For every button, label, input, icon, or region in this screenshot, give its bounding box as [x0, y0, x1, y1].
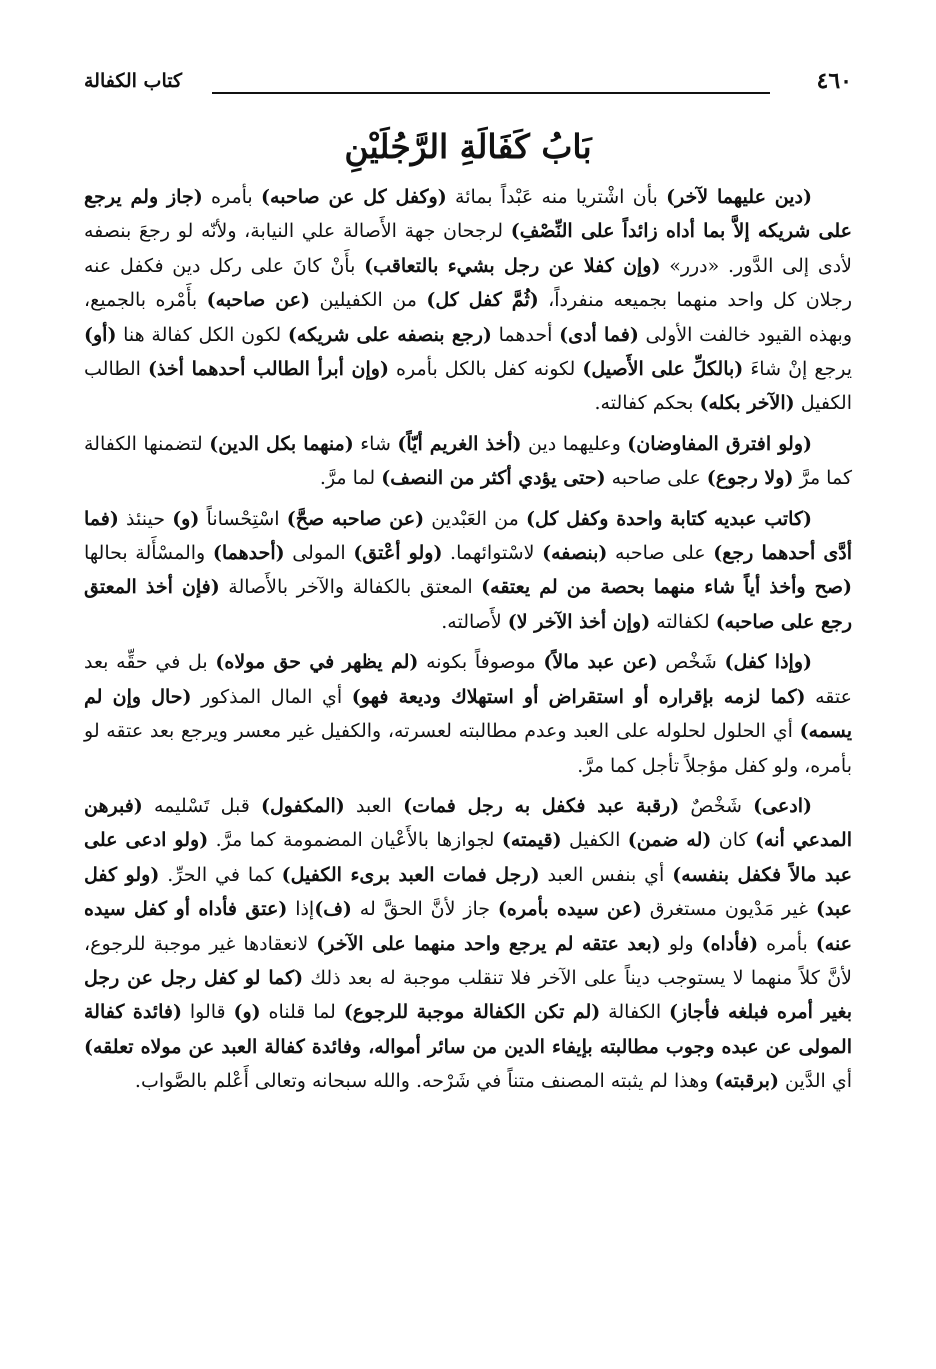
sharh-text: حينئذ — [118, 507, 173, 530]
matn-text: (و) — [233, 1001, 261, 1024]
matn-text: (فما أدَّى أحدهما رجع) — [84, 507, 853, 565]
matn-text: (ثُمَّ كفل كل) — [426, 289, 539, 312]
matn-text: (و) — [172, 507, 200, 530]
sharh-text: قبل تَسْليمه — [142, 794, 261, 817]
page-number: ٤٦٠ — [816, 68, 852, 94]
sharh-text: لجوازها بالأَعْيان المضمومة كما مرَّ. — [208, 829, 502, 852]
matn-text: (رجل فمات العبد برىء الكفيل) — [281, 863, 540, 886]
matn-text: (وكفل كل عن صاحبه) — [261, 186, 447, 208]
sharh-text: موصوفاً بكونه — [418, 651, 544, 674]
matn-text: (حال وإن لم يسمه) — [84, 685, 852, 743]
sharh-text: لاسْتوائهما. — [442, 542, 543, 565]
sharh-text: الكفالة — [600, 1001, 670, 1024]
matn-text: (عن صاحبه) — [206, 289, 311, 312]
matn-text: (كاتب عبديه كتابة واحدة وكفل كل) — [526, 507, 813, 530]
matn-text: (ولو افترق المفاوضان) — [627, 432, 812, 455]
sharh-text: غير مَدْيون مستغرق — [641, 898, 816, 921]
matn-text: (صح وأخذ أياً شاء منهما بحصة من لم يعتقه) — [481, 576, 853, 599]
paragraph — [84, 427, 852, 496]
running-header — [84, 66, 852, 100]
matn-text: (المكفول) — [261, 794, 345, 817]
matn-text: (وإن أبرأ الطالب أحدهما أخذ) — [147, 358, 389, 381]
sharh-text: على صاحبه — [607, 542, 714, 565]
sharh-text: من الكفيلين — [310, 289, 427, 312]
sharh-text: من العَبْدين — [424, 507, 527, 530]
sharh-text: كان — [711, 829, 756, 852]
matn-text: (أحدهما) — [212, 542, 285, 565]
matn-text: (ولو ادعى على عبد مالاً فكفل بنفسه) — [84, 829, 852, 886]
matn-text: (أو) — [84, 323, 117, 346]
matn-text: (ولو كفل عبد) — [84, 863, 852, 921]
sharh-text: قالوا — [181, 1001, 234, 1024]
sharh-text: المعتق بالكفالة والآخر بالأَصالة — [219, 576, 482, 599]
matn-text: (الآخر بكله) — [699, 392, 795, 415]
sharh-text: كما في الحرِّ. — [159, 863, 282, 886]
matn-text: (ولا رجوع) — [706, 467, 794, 490]
matn-text: (منهما بكل الدين) — [209, 432, 354, 455]
sharh-text: لما قلناه — [260, 1001, 344, 1024]
sharh-text: لانعقادها غير موجبة للرجوع، لأنَّ كلاً منهما لا يستوجب ديناً على الآخر فلا تنقلب موجبة له بعد ذلك — [84, 932, 852, 989]
sharh-text: بأن اشْتريا منه عَبْداً بمائة — [446, 186, 667, 208]
sharh-text: العبد — [344, 794, 404, 817]
paragraph — [84, 502, 852, 640]
matn-text: (لم تكن الكفالة موجبة للرجوع) — [343, 1001, 601, 1024]
sharh-text: الطالب الكفيل — [84, 358, 852, 415]
sharh-text: وعليهما دين — [521, 432, 628, 455]
matn-text: (ولو أعْتق) — [353, 542, 443, 565]
matn-text: (ادعى) — [753, 794, 812, 817]
matn-text: (حتى يؤدي أكثر من النصف) — [381, 467, 606, 490]
matn-text: (كما لزمه بإقراره أو استقراض أو استهلاك وديعة فهو) — [351, 685, 806, 708]
sharh-text: بأمره — [202, 186, 262, 208]
matn-text: (رقبة عبد فكفل به رجل فمات) — [403, 794, 680, 817]
sharh-text: بأمره — [758, 932, 816, 955]
sharh-text: أي المال المذكور — [191, 685, 352, 708]
sharh-text: أي الحلول لحلوله على العبد وعدم مطالبته لعسرته، والكفيل غير معسر ويرجع بعد عتقه لو بأمره، ولو كفل مؤجلاً تأجل كما مرَّ. — [84, 720, 852, 777]
sharh-text: لتضمنها الكفالة كما مرَّ — [84, 432, 852, 490]
sharh-text: لرجحان جهة الأَصالة علي النيابة، ولأنّه لو رجعَ بنصفه لأدى إلى الدَّور. «درر» — [84, 220, 852, 277]
sharh-text: بحكم كفالته. — [594, 392, 700, 415]
matn-text: (بالكلِّ على الأَصيل) — [582, 358, 744, 381]
sharh-text: أي بنفس العبد — [539, 863, 673, 886]
matn-text: (وإن كفلا عن رجل بشيء بالتعاقب) — [364, 254, 661, 277]
sharh-text: على صاحبه — [605, 467, 707, 490]
sharh-text: أحدهما — [491, 323, 560, 346]
matn-text: (فإن أخذ المعتق رجع على صاحبه) — [84, 576, 852, 633]
matn-text: (عن صاحبه صحَّ) — [286, 507, 425, 530]
sharh-text: وهذا لم يثبته المصنف متناً في شَرْحه. والله سبحانه وتعالى أَعْلم بالصَّواب. — [134, 1070, 715, 1093]
paragraph — [84, 789, 852, 1099]
sharh-text: إذا — [287, 898, 315, 921]
matn-text: (جاز ولم يرجع على شريكه إلاَّ بما أداه زائداً على النِّصْفِ) — [84, 186, 852, 243]
sharh-text: لكفالته — [650, 610, 716, 633]
matn-text: (كما لو كفل رجل عن رجل بغير أمره فبلغه فأجاز) — [84, 966, 852, 1024]
matn-text: (دين عليهما لآخر) — [666, 186, 812, 208]
matn-text: (وإن أخذ الآخر لا) — [507, 610, 651, 633]
sharh-text: بل في حقِّه بعد عتقه — [84, 651, 852, 708]
sharh-text: شَخْص — [657, 651, 725, 674]
matn-text: (فائدة كفالة المولى عن عبده وجوب مطالبته بإيفاء الدين من سائر أمواله، وفائدة كفالة العبد عن مولاه تعلقه) — [84, 1001, 852, 1058]
matn-text: (لم يظهر في حق مولاه) — [215, 651, 419, 674]
matn-text: (عن عبد مالاً) — [543, 651, 658, 674]
book-title: كتاب الكفالة — [84, 70, 183, 92]
sharh-text: جاز لأنَّ الحقَّ له — [351, 898, 498, 921]
sharh-text: يرجع إنْ شاءَ — [743, 358, 853, 381]
matn-text: (برقبته) — [714, 1070, 779, 1093]
sharh-text: أي الدَّين — [778, 1070, 852, 1093]
sharh-text: شَخْصٌ — [679, 794, 754, 817]
sharh-text: والمسْأَلة بحالها — [84, 542, 213, 565]
matn-text: (فبرهن المدعي أنه) — [84, 794, 852, 852]
matn-text: (بنصفه) — [542, 542, 608, 565]
sharh-text: اسْتِحْساناً — [199, 507, 287, 530]
matn-text: (بعد عتقه لم يرجع واحد منهما على الآخر) — [316, 932, 661, 955]
sharh-text: بأَنْ كانَ على ركل دين فكفل عنه رجلان كل واحد منهما بجميعه منفرداً، — [84, 254, 853, 312]
matn-text: (أخذ الغريم أيّاً) — [397, 432, 522, 455]
paragraph — [84, 645, 852, 783]
sharh-text: بأَمْره بالجميع، وبهذه القيود خالفت الأولى — [84, 289, 852, 346]
sharh-text: المولى — [284, 542, 354, 565]
matn-text: (عتق فأداه أو كفل سيده عنه) — [84, 898, 853, 955]
sharh-text: ولو — [660, 932, 702, 955]
matn-text: (عن سيده بأمره) — [497, 898, 642, 921]
body-text — [84, 180, 852, 1105]
matn-text: (رجع بنصفه على شريكه) — [287, 323, 492, 346]
header-rule — [212, 92, 770, 94]
sharh-text: لأَصالته. — [441, 610, 508, 633]
chapter-title: بَابُ كَفَالَةِ الرَّجُلَيْنِ — [344, 127, 592, 166]
sharh-text: لكونه كفل بالكل بأمره — [388, 358, 583, 381]
sharh-text: لكون الكل كفالة هنا — [116, 323, 288, 346]
matn-text: (له ضمن) — [627, 829, 712, 852]
sharh-text: الكفيل — [561, 829, 628, 852]
matn-text: (قيمته) — [501, 829, 562, 852]
matn-text: (فما أدى) — [559, 323, 639, 346]
paragraph — [84, 180, 852, 421]
matn-text: (فأداه) — [701, 932, 759, 955]
sharh-text: لما مرَّ. — [319, 467, 382, 490]
sharh-text: شاء — [353, 432, 398, 455]
matn-text: (وإذا كفل) — [724, 651, 812, 674]
matn-text: (ف) — [314, 898, 352, 921]
